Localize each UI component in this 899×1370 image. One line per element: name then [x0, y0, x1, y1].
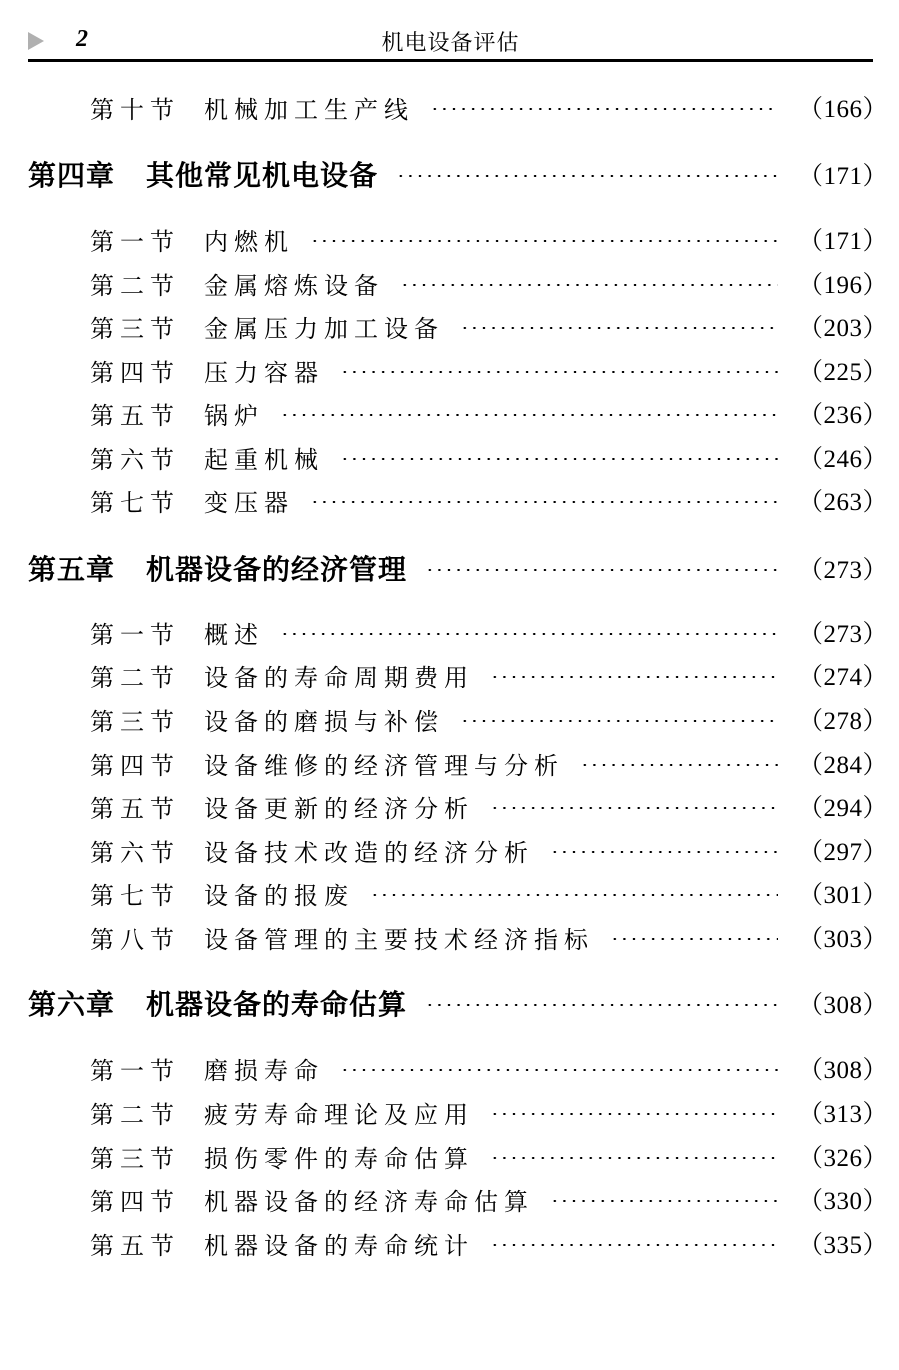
- dot-leader: [310, 501, 778, 503]
- dot-leader: [490, 1113, 778, 1115]
- section-number: 第四节: [90, 1187, 180, 1216]
- page-reference: （273）: [798, 621, 889, 648]
- dot-leader: [370, 894, 778, 896]
- section-title: 压力容器: [204, 358, 324, 387]
- page-reference: （263）: [798, 489, 889, 516]
- toc-chapter-row[interactable]: [28, 548, 889, 588]
- dot-leader: [340, 458, 778, 460]
- toc-section-row[interactable]: [28, 352, 889, 388]
- page-reference: （273）: [798, 557, 889, 584]
- section-title: 金属压力加工设备: [204, 314, 444, 343]
- dot-leader: [460, 327, 778, 329]
- dot-leader: [550, 851, 778, 853]
- toc-section-row[interactable]: [28, 745, 889, 781]
- section-number: 第七节: [90, 881, 180, 910]
- dot-leader: [340, 1069, 778, 1071]
- section-number: 第六节: [90, 838, 180, 867]
- dot-leader: [490, 1244, 778, 1246]
- dot-leader: [425, 1004, 778, 1006]
- chapter-number: 第六章: [28, 988, 116, 1021]
- section-number: 第八节: [90, 925, 180, 954]
- page-reference: （203）: [798, 315, 889, 342]
- dot-leader: [400, 284, 778, 286]
- section-title: 设备维修的经济管理与分析: [204, 751, 564, 780]
- toc-section-row[interactable]: [28, 657, 889, 693]
- section-number: 第五节: [90, 401, 180, 430]
- page-number: 2: [76, 26, 88, 52]
- section-number: 第四节: [90, 751, 180, 780]
- section-number: 第五节: [90, 794, 180, 823]
- toc-section-row[interactable]: [28, 701, 889, 737]
- dot-leader: [340, 371, 778, 373]
- page-reference: （326）: [798, 1145, 889, 1172]
- toc-chapter-row[interactable]: [28, 154, 889, 194]
- toc-section-row[interactable]: [28, 265, 889, 301]
- dot-leader: [310, 240, 778, 242]
- page-reference: （301）: [798, 882, 889, 909]
- dot-leader: [280, 414, 778, 416]
- page-reference: （303）: [798, 926, 889, 953]
- toc-section-row[interactable]: [28, 308, 889, 344]
- page-reference: （313）: [798, 1101, 889, 1128]
- toc-section-row[interactable]: [28, 919, 889, 955]
- section-title: 磨损寿命: [204, 1056, 324, 1085]
- section-title: 变压器: [204, 488, 294, 517]
- section-title: 锅炉: [204, 401, 264, 430]
- page-reference: （196）: [798, 272, 889, 299]
- page-reference: （294）: [798, 795, 889, 822]
- section-title: 机械加工生产线: [204, 95, 414, 124]
- page-reference: （335）: [798, 1232, 889, 1259]
- page-reference: （284）: [798, 752, 889, 779]
- page-reference: （171）: [798, 163, 889, 190]
- section-number: 第六节: [90, 445, 180, 474]
- section-title: 损伤零件的寿命估算: [204, 1144, 474, 1173]
- toc-section-row[interactable]: [28, 1181, 889, 1217]
- toc-section-row[interactable]: [28, 614, 889, 650]
- section-title: 设备管理的主要技术经济指标: [204, 925, 594, 954]
- toc-section-row[interactable]: [28, 1138, 889, 1174]
- dot-leader: [610, 938, 778, 940]
- section-title: 概述: [204, 620, 264, 649]
- section-number: 第一节: [90, 227, 180, 256]
- dot-leader: [490, 1157, 778, 1159]
- dot-leader: [280, 633, 778, 635]
- toc-section-row[interactable]: [28, 395, 889, 431]
- section-number: 第十节: [90, 95, 180, 124]
- dot-leader: [425, 569, 778, 571]
- toc-section-row[interactable]: [28, 482, 889, 518]
- dot-leader: [550, 1200, 778, 1202]
- section-number: 第五节: [90, 1231, 180, 1260]
- page-reference: （246）: [798, 446, 889, 473]
- section-number: 第四节: [90, 358, 180, 387]
- toc-section-row[interactable]: [28, 1225, 889, 1261]
- section-title: 设备更新的经济分析: [204, 794, 474, 823]
- section-title: 设备技术改造的经济分析: [204, 838, 534, 867]
- toc-section-row[interactable]: [28, 439, 889, 475]
- section-number: 第三节: [90, 707, 180, 736]
- toc-section-row[interactable]: [28, 1050, 889, 1086]
- dot-leader: [490, 676, 778, 678]
- chapter-number: 第五章: [28, 553, 116, 586]
- page-reference: （225）: [798, 359, 889, 386]
- toc-section-row[interactable]: [28, 89, 889, 125]
- section-title: 疲劳寿命理论及应用: [204, 1100, 474, 1129]
- page-reference: （297）: [798, 839, 889, 866]
- toc-section-row[interactable]: [28, 221, 889, 257]
- page-reference: （308）: [798, 992, 889, 1019]
- dot-leader: [580, 764, 778, 766]
- page-reference: （236）: [798, 402, 889, 429]
- section-number: 第二节: [90, 1100, 180, 1129]
- toc-section-row[interactable]: [28, 832, 889, 868]
- section-number: 第一节: [90, 1056, 180, 1085]
- section-title: 设备的报废: [204, 881, 354, 910]
- page-reference: （274）: [798, 664, 889, 691]
- section-number: 第七节: [90, 488, 180, 517]
- section-title: 设备的磨损与补偿: [204, 707, 444, 736]
- section-title: 起重机械: [204, 445, 324, 474]
- dot-leader: [490, 807, 778, 809]
- chapter-title: 机器设备的寿命估算: [146, 988, 408, 1021]
- section-title: 金属熔炼设备: [204, 271, 384, 300]
- section-number: 第三节: [90, 1144, 180, 1173]
- dot-leader: [396, 175, 778, 177]
- dot-leader: [430, 108, 778, 110]
- section-title: 内燃机: [204, 227, 294, 256]
- running-title: 机电设备评估: [381, 31, 520, 56]
- toc-section-row[interactable]: [28, 1094, 889, 1130]
- page-reference: （166）: [798, 96, 889, 123]
- chapter-title: 机器设备的经济管理: [146, 553, 408, 586]
- chapter-number: 第四章: [28, 159, 116, 192]
- section-title: 设备的寿命周期费用: [204, 663, 474, 692]
- toc-section-row[interactable]: [28, 788, 889, 824]
- section-title: 机器设备的寿命统计: [204, 1231, 474, 1260]
- toc-chapter-row[interactable]: [28, 983, 889, 1023]
- page-reference: （171）: [798, 228, 889, 255]
- section-title: 机器设备的经济寿命估算: [204, 1187, 534, 1216]
- toc-section-row[interactable]: [28, 875, 889, 911]
- page-reference: （308）: [798, 1057, 889, 1084]
- section-number: 第二节: [90, 271, 180, 300]
- dot-leader: [460, 720, 778, 722]
- chapter-title: 其他常见机电设备: [146, 159, 379, 192]
- page-reference: （330）: [798, 1188, 889, 1215]
- page-reference: （278）: [798, 708, 889, 735]
- section-number: 第二节: [90, 663, 180, 692]
- section-number: 第三节: [90, 314, 180, 343]
- section-number: 第一节: [90, 620, 180, 649]
